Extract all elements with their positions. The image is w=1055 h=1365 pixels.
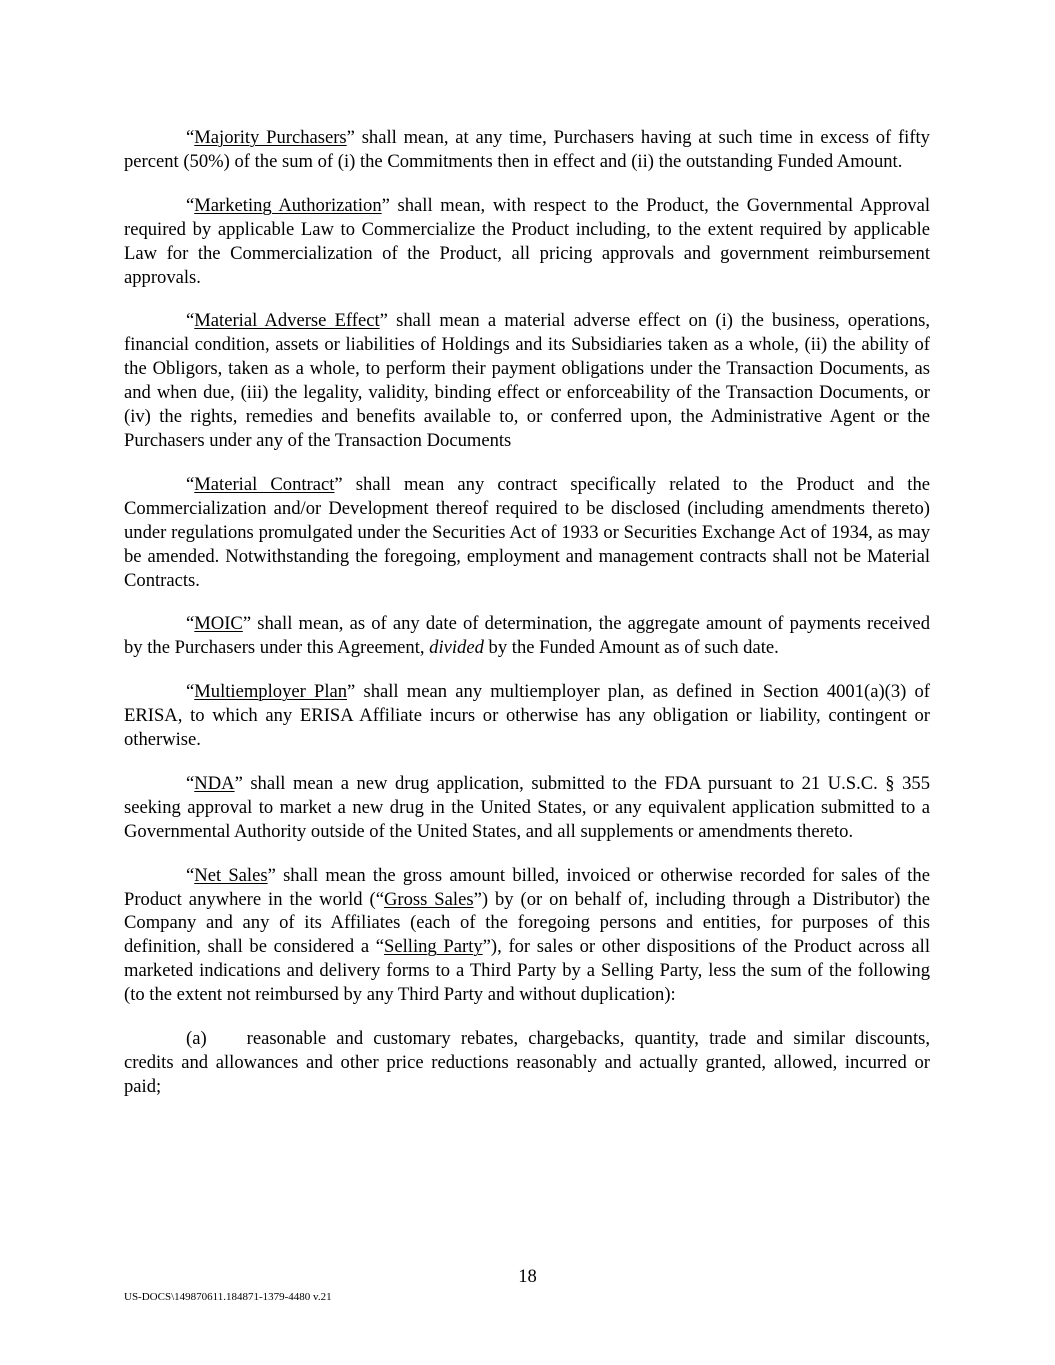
defined-term: Majority Purchasers bbox=[194, 127, 347, 148]
definition-material-adverse-effect bbox=[124, 309, 930, 452]
definition-nda bbox=[124, 772, 930, 844]
definition-text: ” shall mean a material adverse effect on (i) the business, operations, financial condition, assets or liabilities of Holdings and its Subsidiaries taken as a whole, (ii) the ability of the Obligors, taken as a whole, to perform their payment obligations under the Transaction Documents, as and when due, (iii) the legality, validity, binding effect or enforceability of the Transaction Documents, or (iv) the rights, remedies and benefits available to, or conferred upon, the Administrative Agent or the Purchasers under any of the Transaction Documents bbox=[124, 310, 930, 451]
defined-term: NDA bbox=[194, 772, 235, 794]
list-label: (a) bbox=[186, 1028, 207, 1050]
definition-text: ” shall mean any contract specifically related to the Product and the Commercialization and/or Development thereof required to be disclosed (including amendments thereto) under regulations promulgated under the Securities Act of 1933 or Securities Exchange Act of 1934, as may be amended. Notwithstanding the foregoing, employment and management contracts shall not be Material Contracts. bbox=[124, 473, 930, 591]
definition-multiemployer-plan bbox=[124, 680, 930, 752]
definition-material-contract bbox=[124, 473, 930, 593]
list-item-text: reasonable and customary rebates, chargebacks, quantity, trade and similar discounts, credits and allowances and other price reductions reasonably and actually granted, allowed, incurred or paid; bbox=[124, 1028, 930, 1097]
definition-text: ”), for sales or other dispositions of the Product across all marketed indications and delivery forms to a Third Party by a Selling Party, less the sum of the following (to the extent not reimbursed by any Third Party and without duplication): bbox=[124, 936, 930, 1006]
definition-moic bbox=[124, 612, 930, 660]
defined-term: Marketing Authorization bbox=[194, 194, 382, 216]
defined-term-gross-sales: Gross Sales bbox=[383, 888, 474, 910]
defined-term: Net Sales bbox=[194, 864, 268, 886]
open-quote: “ bbox=[186, 772, 195, 794]
open-quote: “ bbox=[186, 194, 195, 216]
definition-text: ” shall mean any multiemployer plan, as defined in Section 4001(a)(3) of ERISA, to which any ERISA Affiliate incurs or otherwise has any obligation or liability, contingent or otherwise. bbox=[124, 681, 930, 751]
defined-term-selling-party: Selling Party bbox=[384, 936, 483, 958]
defined-term: Material Adverse Effect bbox=[194, 310, 380, 332]
definition-text: ” shall mean, as of any date of determination, the aggregate amount of payments received by the Purchasers under this Agreement, bbox=[124, 613, 930, 659]
defined-term: Material Contract bbox=[194, 473, 335, 495]
definition-marketing-authorization bbox=[124, 194, 930, 290]
open-quote: “ bbox=[186, 127, 195, 148]
definition-text: ” shall mean, with respect to the Product, the Governmental Approval required by applicable Law to Commercialize the Product including, to the extent required by applicable Law for the Commercialization of the Product, all pricing approvals and government reimbursement approvals. bbox=[124, 194, 931, 288]
definition-net-sales bbox=[124, 864, 930, 1007]
defined-term: MOIC bbox=[194, 613, 243, 635]
definition-text: by the Funded Amount as of such date. bbox=[483, 637, 779, 659]
page-number: 18 bbox=[518, 1266, 537, 1287]
open-quote: “ bbox=[186, 613, 195, 635]
document-body bbox=[124, 126, 930, 1099]
defined-term: Multiemployer Plan bbox=[194, 681, 348, 703]
definition-text: ” shall mean the gross amount billed, invoiced or otherwise recorded for sales of the Product anywhere in the world (“ bbox=[124, 864, 930, 910]
definition-text: ” shall mean, at any time, Purchasers having at such time in excess of fifty percent (50%) of the sum of (i) the Commitments then in effect and (ii) the outstanding Funded Amount. bbox=[124, 127, 930, 172]
open-quote: “ bbox=[186, 864, 195, 886]
italic-word: divided bbox=[429, 637, 484, 659]
document-id: US-DOCS\149870611.184871-1379-4480 v.21 bbox=[124, 1291, 332, 1303]
open-quote: “ bbox=[186, 310, 195, 332]
open-quote: “ bbox=[186, 473, 195, 495]
open-quote: “ bbox=[186, 681, 195, 703]
list-item-a bbox=[124, 1027, 930, 1099]
definition-majority-purchasers bbox=[124, 126, 930, 174]
definition-text: ” shall mean a new drug application, submitted to the FDA pursuant to 21 U.S.C. § 355 seeking approval to market a new drug in the United States, or any equivalent application submitted to a Governmental Authority outside of the United States, and all supplements or amendments thereto. bbox=[124, 772, 930, 842]
definition-text: ”) by (or on behalf of, including through a Distributor) the Company and any of its Affiliates (each of the foregoing persons and entities, for purposes of this definition, shall be considered a “ bbox=[124, 888, 930, 958]
